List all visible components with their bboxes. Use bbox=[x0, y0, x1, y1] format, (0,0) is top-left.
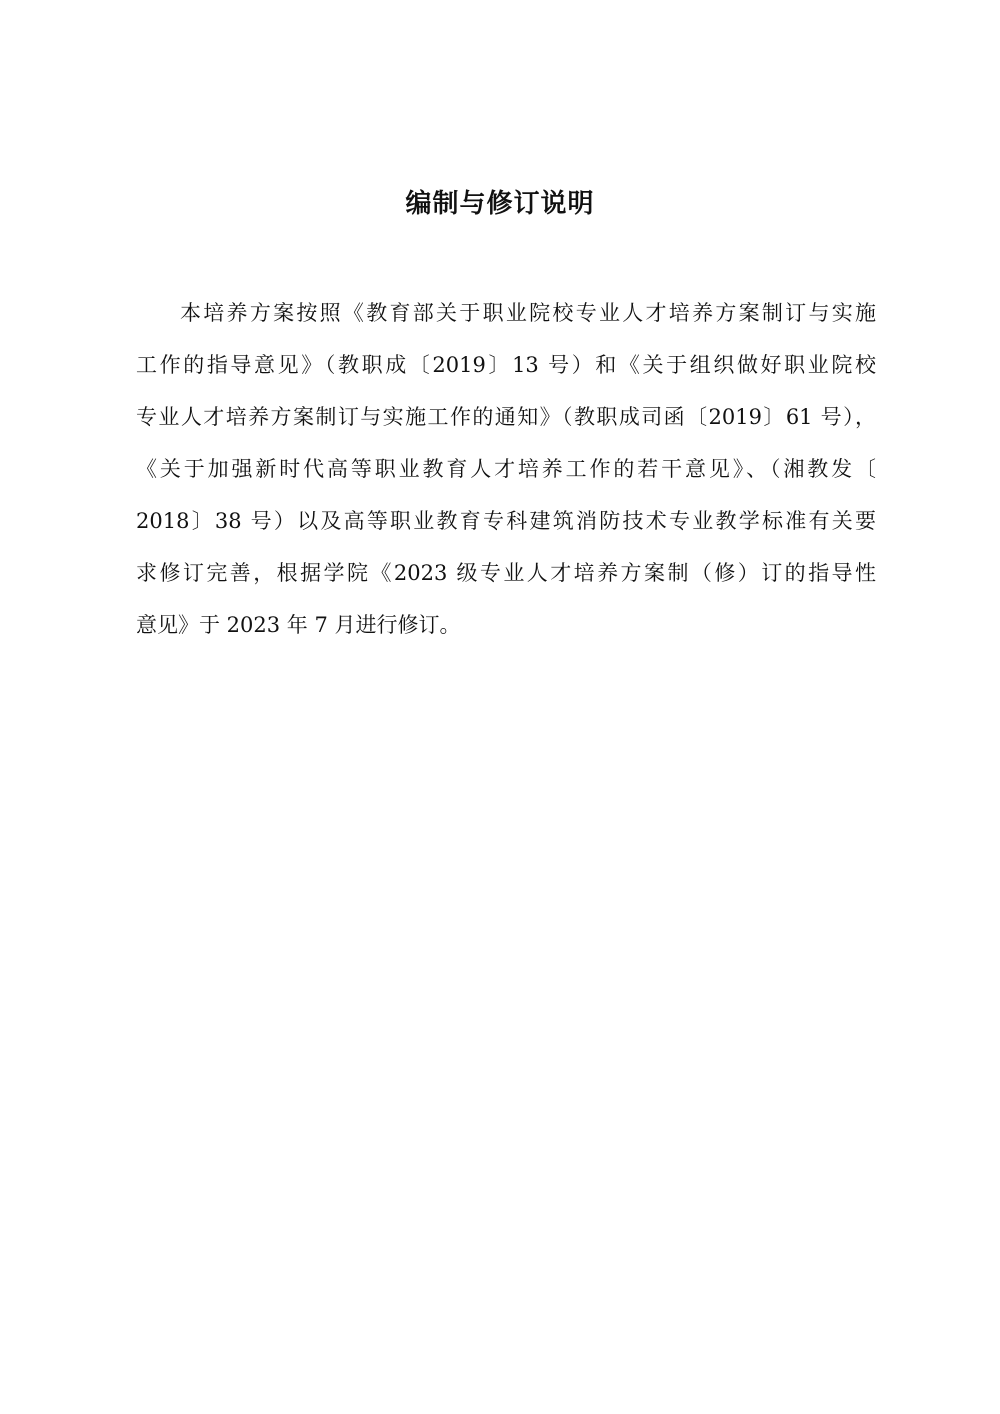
paragraph-line-2: 工作的指导意见》（教职成〔2019〕13 号）和《关于组织做好职业院校 bbox=[136, 353, 876, 377]
paragraph-line-3: 专业人才培养方案制订与实施工作的通知》（教职成司函〔2019〕61 号）， bbox=[136, 405, 876, 429]
paragraph-line-4: 《关于加强新时代高等职业教育人才培养工作的若干意见》、（湘教发〔 bbox=[136, 457, 876, 481]
page-title: 编制与修订说明 bbox=[405, 189, 595, 219]
paragraph-line-5: 2018〕38 号）以及高等职业教育专科建筑消防技术专业教学标准有关要 bbox=[136, 509, 876, 533]
paragraph-line-6: 求修订完善，根据学院《2023 级专业人才培养方案制（修）订的指导性 bbox=[136, 561, 876, 585]
paragraph-line-1: 本培养方案按照《教育部关于职业院校专业人才培养方案制订与实施 bbox=[180, 301, 876, 325]
revision-paragraph bbox=[136, 287, 876, 651]
paragraph-line-7: 意见》于 2023 年 7 月进行修订。 bbox=[136, 613, 461, 637]
